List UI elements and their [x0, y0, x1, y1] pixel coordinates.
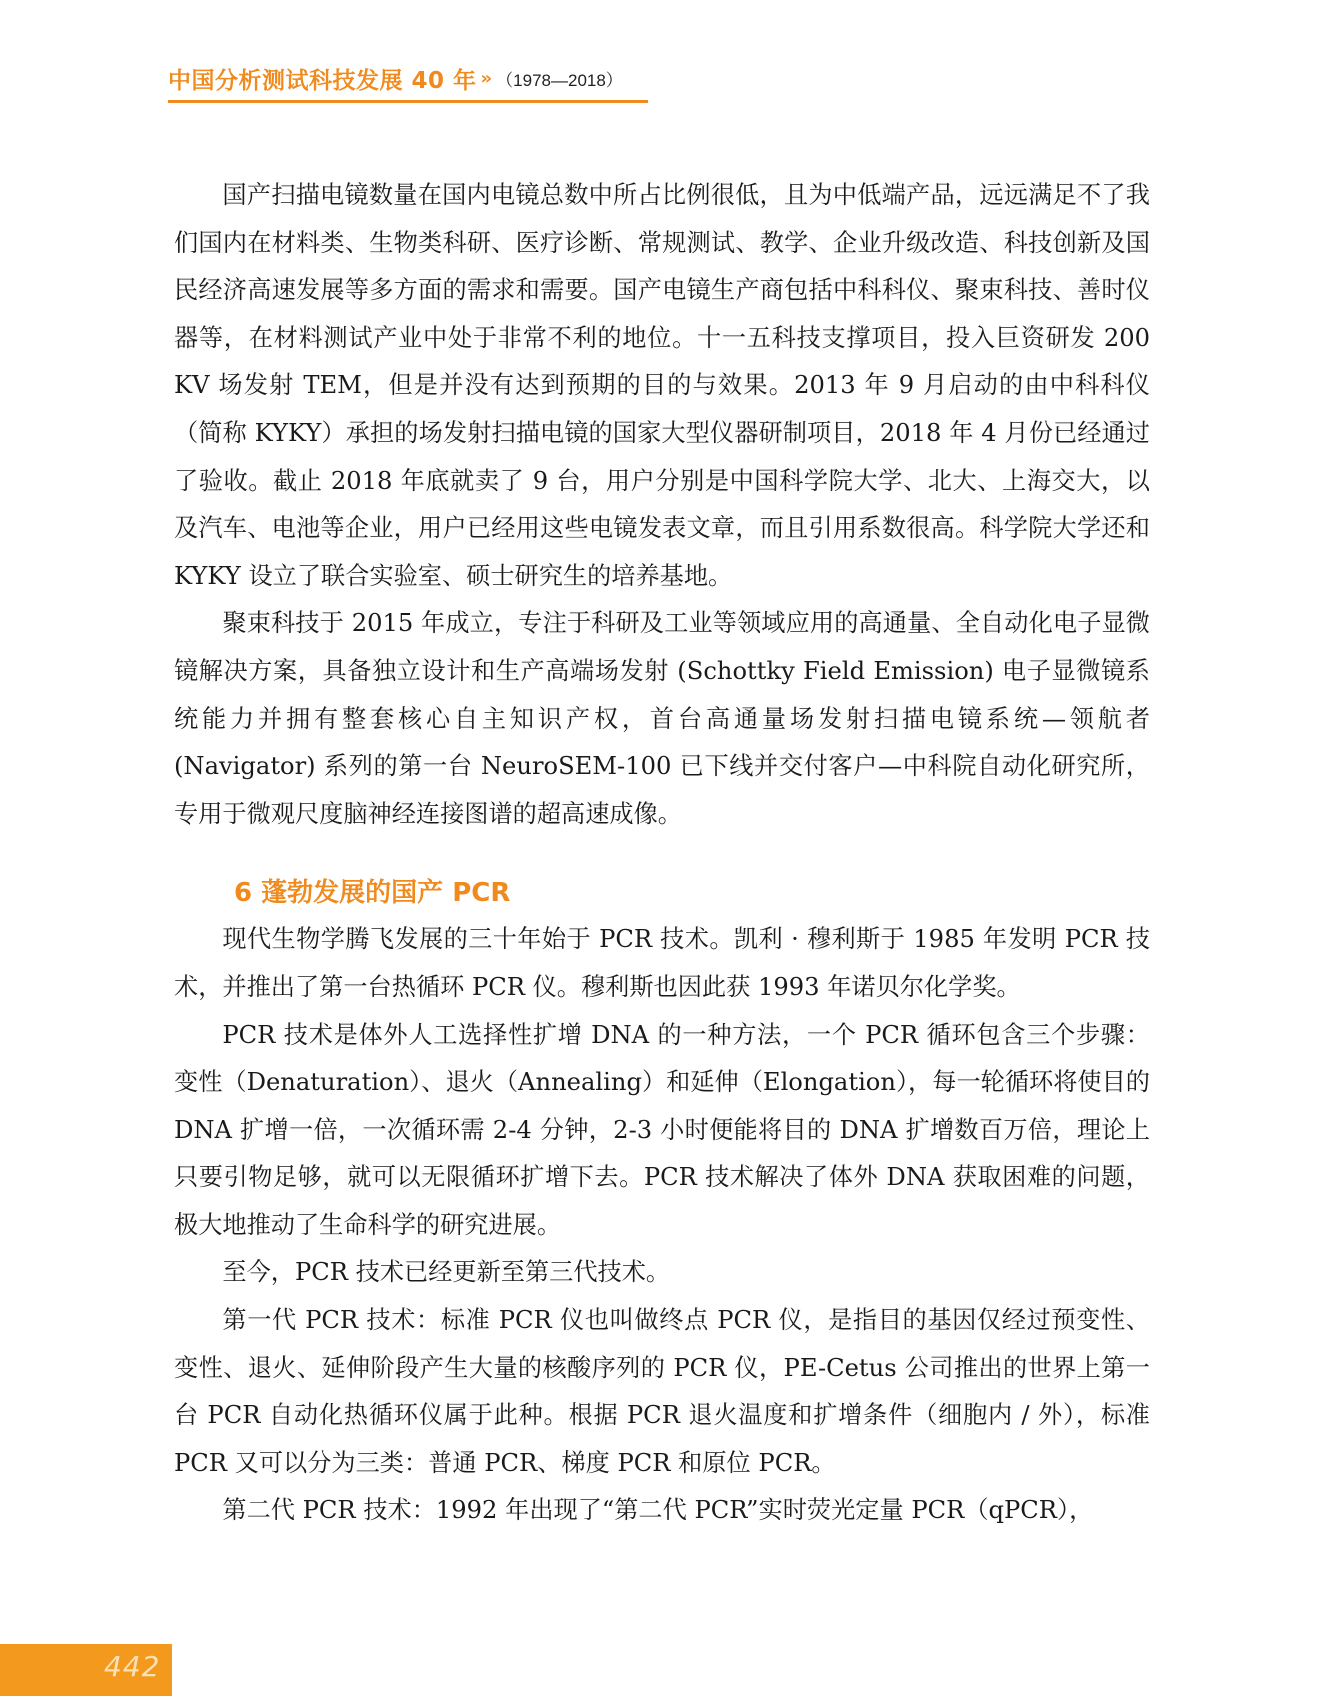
paragraph: PCR 技术是体外人工选择性扩增 DNA 的一种方法，一个 PCR 循环包含三个步骤：变性（Denaturation）、退火（Annealing）和延伸（Elongation），每一轮循环将使目的 DNA 扩增一倍，一次循环需 2-4 分钟，2-3 小时便能将目的 DNA 扩增数百万倍，理论上只要引物足够，就可以无限循环扩增下去。PCR 技术解决了体外 DNA 获取困难的问题，极大地推动了生命科学的研究进展。 [174, 1020, 1150, 1239]
paragraph: 国产扫描电镜数量在国内电镜总数中所占比例很低，且为中低端产品，远远满足不了我们国内在材料类、生物类科研、医疗诊断、常规测试、教学、企业升级改造、科技创新及国民经济高速发展等多方面的需求和需要。国产电镜生产商包括中科科仪、聚束科技、善时仪器等，在材料测试产业中处于非常不利的地位。十一五科技支撑项目，投入巨资研发 200 KV 场发射 TEM，但是并没有达到预期的目的与效果。2013 年 9 月启动的由中科科仪（简称 KYKY）承担的场发射扫描电镜的国家大型仪器研制项目，2018 年 4 月份已经通过了验收。截止 2018 年底就卖了 9 台，用户分别是中国科学院大学、北大、上海交大，以及汽车、电池等企业，用户已经用这些电镜发表文章，而且引用系数很高。科学院大学还和 KYKY 设立了联合实验室、硕士研究生的培养基地。 [174, 181, 1150, 590]
book-title: 中国分析测试科技发展 40 年 [168, 68, 477, 94]
paragraph: 第一代 PCR 技术：标准 PCR 仪也叫做终点 PCR 仪，是指目的基因仅经过预变性、变性、退火、延伸阶段产生大量的核酸序列的 PCR 仪，PE-Cetus 公司推出的世界上第一台 PCR 自动化热循环仪属于此种。根据 PCR 退火温度和扩增条件（细胞内 / 外），标准 PCR 又可以分为三类：普通 PCR、梯度 PCR 和原位 PCR。 [174, 1306, 1150, 1477]
paragraph: 现代生物学腾飞发展的三十年始于 PCR 技术。凯利 · 穆利斯于 1985 年发明 PCR 技术，并推出了第一台热循环 PCR 仪。穆利斯也因此获 1993 年诺贝尔化学奖。 [174, 925, 1150, 1001]
page-body [174, 172, 1150, 1535]
double-chevron-icon: » [480, 68, 493, 89]
paragraph: 第二代 PCR 技术：1992 年出现了“第二代 PCR”实时荧光定量 PCR（qPCR）， [222, 1496, 1094, 1525]
book-years: （1978—2018） [496, 71, 623, 90]
paragraph: 聚束科技于 2015 年成立，专注于科研及工业等领域应用的高通量、全自动化电子显微镜解决方案，具备独立设计和生产高端场发射 (Schottky Field Emission) 电子显微镜系统能力并拥有整套核心自主知识产权，首台高通量场发射扫描电镜系统—领航者 (Navigator) 系列的第一台 NeuroSEM-100 已下线并交付客户—中科院自动化研究所，专用于微观尺度脑神经连接图谱的超高速成像。 [174, 609, 1150, 828]
running-header [168, 62, 648, 104]
paragraph: 至今，PCR 技术已经更新至第三代技术。 [222, 1258, 671, 1287]
section-heading: 6 蓬勃发展的国产 PCR [234, 878, 511, 909]
header-rule [168, 100, 648, 103]
page-number: 442 [104, 1650, 161, 1683]
